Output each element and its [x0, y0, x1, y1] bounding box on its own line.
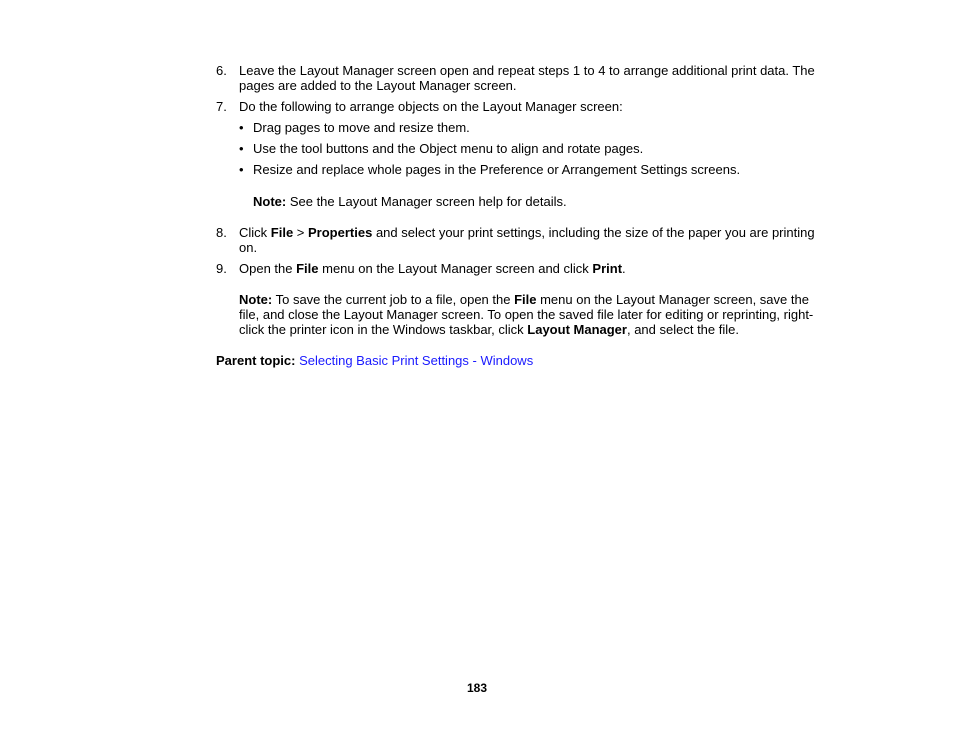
text-run: and select your print settings, including the size of the paper you are printing on. [239, 225, 815, 255]
menu-print: Print [592, 261, 623, 276]
step-8-text [239, 225, 824, 255]
text-run: Click [239, 225, 271, 240]
step-7-text: Do the following to arrange objects on the Layout Manager screen: [239, 99, 623, 114]
note-label: Note: [253, 194, 287, 209]
step-6-number: 6. [216, 63, 227, 78]
text-run: menu on the Layout Manager screen and click [318, 261, 593, 276]
text-run: , and select the file. [626, 322, 739, 337]
bullet-item: Use the tool buttons and the Object menu to align and rotate pages. [253, 141, 644, 156]
step-6-text: Leave the Layout Manager screen open and repeat steps 1 to 4 to arrange additional print data. The pages are added to the Layout Manager screen. [239, 63, 815, 93]
menu-layout-manager: Layout Manager [527, 322, 627, 337]
page-number: 183 [466, 681, 488, 695]
text-run: menu on the Layout Manager screen, save the file, and close the Layout Manager screen. To open the saved file later for editing or reprinting, right-click the printer icon in the Windows taskbar, click [239, 292, 814, 337]
note-label: Note: [239, 292, 273, 307]
bullet-marker: • [239, 141, 244, 156]
menu-file: File [270, 225, 294, 240]
parent-topic [216, 353, 533, 368]
bullet-marker: • [239, 120, 244, 135]
step-7-note [253, 194, 823, 209]
step-9-number: 9. [216, 261, 227, 276]
text-run: Open the [239, 261, 297, 276]
text-run: To save the current job to a file, open the [272, 292, 515, 307]
note-text: See the Layout Manager screen help for details. [286, 194, 567, 209]
text-run: > [293, 225, 309, 240]
menu-file: File [296, 261, 319, 276]
step-7-number: 7. [216, 99, 227, 114]
parent-topic-link[interactable]: Selecting Basic Print Settings - Windows [299, 353, 534, 368]
bullet-item: Resize and replace whole pages in the Preference or Arrangement Settings screens. [253, 162, 741, 177]
menu-file: File [514, 292, 537, 307]
step-9-note [239, 292, 824, 337]
step-9-text [239, 261, 824, 276]
menu-properties: Properties [308, 225, 373, 240]
step-8-number: 8. [216, 225, 227, 240]
bullet-item: Drag pages to move and resize them. [253, 120, 470, 135]
bullet-marker: • [239, 162, 244, 177]
text-run: . [622, 261, 626, 276]
parent-topic-label: Parent topic: [216, 353, 296, 368]
